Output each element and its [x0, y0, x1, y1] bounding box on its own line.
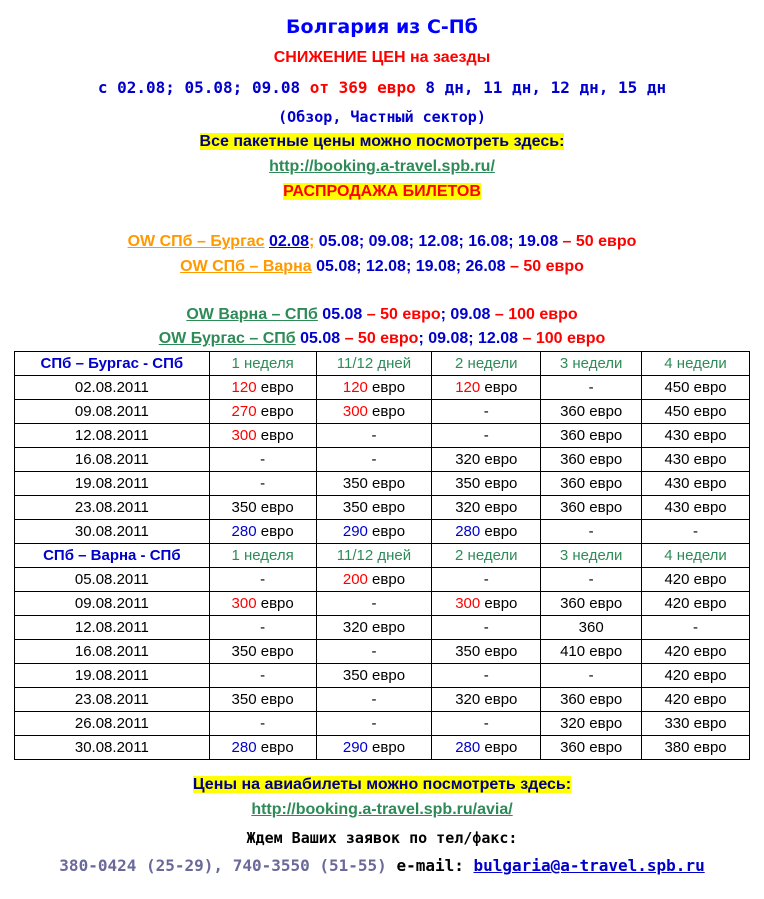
duration-header: 4 недели: [642, 544, 750, 568]
price-currency: евро: [367, 571, 406, 588]
email-link[interactable]: bulgaria@a-travel.spb.ru: [473, 856, 705, 875]
ow-dates: ; 09.08; 12.08: [418, 330, 519, 347]
price-cell: [642, 448, 750, 472]
avia-prompt: Цены на авиабилеты можно посмотреть здесь:: [192, 776, 572, 793]
table-row: [15, 688, 750, 712]
price-value: 350 евро: [342, 667, 406, 684]
price-value: 320 евро: [455, 691, 518, 708]
price-value: 280: [455, 523, 481, 540]
route-header: СПб – Варна - СПб: [15, 544, 210, 568]
price-value: 350 евро: [342, 475, 406, 492]
price-cell: [541, 400, 642, 424]
price-cell: [432, 736, 541, 760]
price-value: 430 евро: [664, 451, 727, 468]
ow-price: – 50 евро: [340, 330, 419, 347]
price-cell: [432, 472, 541, 496]
price-cell: [316, 520, 432, 544]
price-value: -: [260, 571, 266, 588]
price-cell: [642, 664, 750, 688]
price-value: -: [260, 451, 266, 468]
price-cell: [316, 376, 432, 400]
price-value: -: [260, 715, 266, 732]
price-cell: [316, 616, 432, 640]
ow-dates: 05.08; 12.08; 19.08; 26.08: [311, 258, 506, 275]
price-currency: евро: [367, 523, 406, 540]
price-cell: [642, 592, 750, 616]
price-value: 320 евро: [342, 619, 406, 636]
price-value: 360 евро: [560, 499, 623, 516]
ow-spb-varna: [0, 258, 764, 276]
price-value: -: [693, 619, 699, 636]
price-cell: [316, 448, 432, 472]
price-cell: [432, 712, 541, 736]
price-value: -: [588, 571, 594, 588]
table-header-row: [15, 544, 750, 568]
price-cell: [642, 736, 750, 760]
ow-route-link[interactable]: OW Бургас – СПб: [158, 330, 296, 347]
price-value: 430 евро: [664, 475, 727, 492]
price-value: 420 евро: [664, 667, 727, 684]
overview-link[interactable]: (Обзор, Частный сектор): [278, 108, 486, 126]
price-cell: [209, 472, 316, 496]
price-cell: [316, 688, 432, 712]
price-cell: [541, 736, 642, 760]
price-cell: [541, 520, 642, 544]
price-value: 350 евро: [455, 475, 518, 492]
package-link-line: [0, 158, 764, 176]
price-cell: [209, 496, 316, 520]
price-value: 280: [231, 739, 257, 756]
date-cell: 12.08.2011: [15, 616, 210, 640]
ow-price: – 100 евро: [490, 306, 578, 323]
price-value: 430 евро: [664, 427, 727, 444]
price-value: 450 евро: [664, 379, 727, 396]
table-row: [15, 616, 750, 640]
price-cell: [209, 424, 316, 448]
tour-price-from: от 369 евро: [309, 78, 416, 97]
price-cell: [541, 592, 642, 616]
price-cell: [541, 616, 642, 640]
price-value: 300: [231, 427, 257, 444]
price-cell: [316, 424, 432, 448]
duration-header: 1 неделя: [209, 544, 316, 568]
price-value: -: [371, 643, 377, 660]
price-value: 290: [342, 739, 368, 756]
ow-dates: 05.08: [295, 330, 341, 347]
ow-dates: ; 09.08: [440, 306, 491, 323]
price-cell: [642, 424, 750, 448]
duration-header: 3 недели: [541, 544, 642, 568]
price-value: -: [260, 619, 266, 636]
ow-dates: 05.08; 09.08; 12.08; 16.08; 19.08: [314, 233, 559, 250]
price-value: 360 евро: [560, 475, 623, 492]
price-cell: [541, 688, 642, 712]
price-table: [14, 351, 750, 760]
table-row: [15, 472, 750, 496]
duration-header: 11/12 дней: [316, 352, 432, 376]
ow-price: – 50 евро: [362, 306, 441, 323]
price-cell: [316, 664, 432, 688]
phone-numbers: 380-0424 (25-29), 740-3550 (51-55): [59, 856, 387, 875]
date-cell: 02.08.2011: [15, 376, 210, 400]
price-value: 420 евро: [664, 643, 727, 660]
price-cell: [209, 520, 316, 544]
price-value: 350 евро: [231, 499, 294, 516]
price-cell: [541, 640, 642, 664]
page-title: Болгария из С-Пб: [286, 16, 478, 38]
price-currency: евро: [256, 739, 294, 756]
price-cell: [642, 688, 750, 712]
table-row: [15, 736, 750, 760]
price-value: 280: [455, 739, 481, 756]
price-cell: [642, 376, 750, 400]
price-value: -: [483, 667, 489, 684]
price-cell: [432, 376, 541, 400]
price-value: -: [483, 427, 489, 444]
price-value: -: [371, 691, 377, 708]
price-currency: евро: [256, 379, 294, 396]
price-cell: [432, 664, 541, 688]
ticket-sale-heading: РАСПРОДАЖА БИЛЕТОВ: [283, 183, 481, 200]
price-cell: [209, 664, 316, 688]
price-cell: [209, 568, 316, 592]
date-cell: 30.08.2011: [15, 520, 210, 544]
ow-route-link[interactable]: OW Варна – СПб: [186, 306, 318, 323]
price-cell: [642, 568, 750, 592]
date-cell: 23.08.2011: [15, 688, 210, 712]
price-currency: евро: [480, 595, 518, 612]
tour-durations: 8 дн, 11 дн, 12 дн, 15 дн: [425, 78, 667, 97]
date-cell: 19.08.2011: [15, 472, 210, 496]
price-value: 360 евро: [560, 595, 623, 612]
price-value: -: [483, 403, 489, 420]
price-table-body: [15, 352, 750, 760]
price-cell: [432, 640, 541, 664]
duration-header: 1 неделя: [209, 352, 316, 376]
price-cell: [642, 520, 750, 544]
price-cell: [642, 712, 750, 736]
price-cell: [541, 472, 642, 496]
price-value: 350 евро: [231, 691, 294, 708]
price-value: 360: [578, 619, 604, 636]
price-value: 320 евро: [560, 715, 623, 732]
price-cell: [316, 400, 432, 424]
ticket-sale-line: [0, 183, 764, 201]
price-currency: евро: [480, 739, 518, 756]
price-cell: [316, 592, 432, 616]
table-row: [15, 496, 750, 520]
table-row: [15, 448, 750, 472]
date-cell: 26.08.2011: [15, 712, 210, 736]
table-row: [15, 520, 750, 544]
table-header-row: [15, 352, 750, 376]
price-value: 270: [231, 403, 257, 420]
price-cell: [316, 736, 432, 760]
price-currency: евро: [367, 739, 406, 756]
price-cell: [432, 400, 541, 424]
price-currency: евро: [256, 523, 294, 540]
price-cell: [209, 400, 316, 424]
price-cell: [316, 496, 432, 520]
price-value: -: [483, 571, 489, 588]
price-value: -: [588, 523, 594, 540]
price-cell: [432, 496, 541, 520]
price-value: 300: [455, 595, 481, 612]
avia-link-line: [0, 801, 764, 819]
price-value: 120: [455, 379, 481, 396]
price-cell: [432, 424, 541, 448]
price-value: 350 евро: [455, 643, 518, 660]
price-cell: [209, 688, 316, 712]
date-cell: 23.08.2011: [15, 496, 210, 520]
ow-dates: 02.08: [268, 233, 310, 250]
date-cell: 09.08.2011: [15, 400, 210, 424]
ow-dates: 05.08: [317, 306, 363, 323]
route-header: СПб – Бургас - СПб: [15, 352, 210, 376]
package-prompt: Все пакетные цены можно посмотреть здесь:: [199, 133, 565, 150]
price-cell: [316, 568, 432, 592]
price-value: 380 евро: [664, 739, 727, 756]
ow-spb-burgas: [0, 233, 764, 251]
duration-header: 2 недели: [432, 352, 541, 376]
price-value: 290: [342, 523, 368, 540]
duration-header: 2 недели: [432, 544, 541, 568]
price-cell: [541, 496, 642, 520]
email-label: e-mail:: [386, 856, 474, 875]
price-cell: [432, 568, 541, 592]
price-cell: [642, 472, 750, 496]
price-cell: [209, 376, 316, 400]
table-row: [15, 664, 750, 688]
table-row: [15, 568, 750, 592]
price-value: 300: [231, 595, 257, 612]
price-value: 350 евро: [342, 499, 406, 516]
table-row: [15, 376, 750, 400]
price-currency: евро: [367, 379, 406, 396]
price-value: 420 евро: [664, 691, 727, 708]
price-cell: [432, 520, 541, 544]
price-value: -: [588, 667, 594, 684]
price-value: 300: [342, 403, 368, 420]
ow-route-link[interactable]: OW СПб – Бургас: [127, 233, 265, 250]
price-cell: [642, 640, 750, 664]
price-value: -: [693, 523, 699, 540]
table-row: [15, 592, 750, 616]
table-row: [15, 712, 750, 736]
date-cell: 16.08.2011: [15, 640, 210, 664]
duration-header: 11/12 дней: [316, 544, 432, 568]
price-value: -: [260, 667, 266, 684]
ow-burgas-spb: [0, 330, 764, 348]
price-value: 360 евро: [560, 739, 623, 756]
price-cell: [541, 424, 642, 448]
price-cell: [432, 448, 541, 472]
avia-prompt-line: [0, 776, 764, 794]
ow-price: – 50 евро: [505, 258, 584, 275]
price-value: -: [483, 619, 489, 636]
price-value: 330 евро: [664, 715, 727, 732]
ow-route-link[interactable]: OW СПб – Варна: [180, 258, 312, 275]
price-value: 360 евро: [560, 427, 623, 444]
price-cell: [642, 400, 750, 424]
ow-price: – 50 евро: [558, 233, 637, 250]
price-value: -: [371, 427, 377, 444]
duration-header: 4 недели: [642, 352, 750, 376]
table-row: [15, 400, 750, 424]
price-cell: [316, 640, 432, 664]
price-value: -: [588, 379, 594, 396]
price-currency: евро: [256, 403, 294, 420]
price-cell: [541, 376, 642, 400]
price-cell: [541, 568, 642, 592]
price-cell: [642, 616, 750, 640]
price-value: 360 евро: [560, 403, 623, 420]
price-drop-heading: СНИЖЕНИЕ ЦЕН на заезды: [273, 49, 491, 66]
date-cell: 16.08.2011: [15, 448, 210, 472]
contact-prompt: Ждем Ваших заявок по тел/факс:: [246, 829, 518, 847]
price-currency: евро: [480, 379, 518, 396]
date-cell: 12.08.2011: [15, 424, 210, 448]
package-prompt-line: [0, 133, 764, 151]
price-cell: [209, 736, 316, 760]
price-value: -: [260, 475, 266, 492]
price-cell: [541, 712, 642, 736]
date-cell: 05.08.2011: [15, 568, 210, 592]
price-cell: [432, 688, 541, 712]
price-value: 360 евро: [560, 451, 623, 468]
price-value: 120: [231, 379, 257, 396]
price-value: 350 евро: [231, 643, 294, 660]
price-cell: [432, 616, 541, 640]
duration-header: 3 недели: [541, 352, 642, 376]
avia-link[interactable]: http://booking.a-travel.spb.ru/avia/: [251, 801, 513, 818]
price-cell: [432, 592, 541, 616]
price-value: 280: [231, 523, 257, 540]
price-value: 450 евро: [664, 403, 727, 420]
price-currency: евро: [256, 427, 294, 444]
ow-varna-spb: [0, 306, 764, 324]
price-value: -: [371, 595, 377, 612]
price-cell: [316, 712, 432, 736]
price-currency: евро: [256, 595, 294, 612]
ow-price: – 100 евро: [518, 330, 606, 347]
price-cell: [316, 472, 432, 496]
price-value: 120: [342, 379, 368, 396]
tour-dates-line: [0, 78, 764, 97]
price-value: 410 евро: [560, 643, 623, 660]
price-value: 320 евро: [455, 451, 518, 468]
package-link[interactable]: http://booking.a-travel.spb.ru/: [269, 158, 495, 175]
contact-line: [0, 856, 764, 875]
price-currency: евро: [367, 403, 406, 420]
date-cell: 19.08.2011: [15, 664, 210, 688]
price-cell: [541, 448, 642, 472]
price-cell: [209, 640, 316, 664]
price-value: 360 евро: [560, 691, 623, 708]
date-cell: 30.08.2011: [15, 736, 210, 760]
price-cell: [209, 448, 316, 472]
price-value: -: [483, 715, 489, 732]
price-value: 430 евро: [664, 499, 727, 516]
price-cell: [209, 616, 316, 640]
table-row: [15, 640, 750, 664]
table-row: [15, 424, 750, 448]
price-cell: [209, 712, 316, 736]
date-cell: 09.08.2011: [15, 592, 210, 616]
price-value: 200: [342, 571, 368, 588]
ow-separator: ;: [309, 233, 315, 250]
tour-dates: с 02.08; 05.08; 09.08: [97, 78, 301, 97]
price-value: -: [371, 715, 377, 732]
price-cell: [209, 592, 316, 616]
price-cell: [541, 664, 642, 688]
price-value: -: [371, 451, 377, 468]
price-currency: евро: [480, 523, 518, 540]
price-value: 420 евро: [664, 595, 727, 612]
price-value: 320 евро: [455, 499, 518, 516]
price-cell: [642, 496, 750, 520]
price-value: 420 евро: [664, 571, 727, 588]
